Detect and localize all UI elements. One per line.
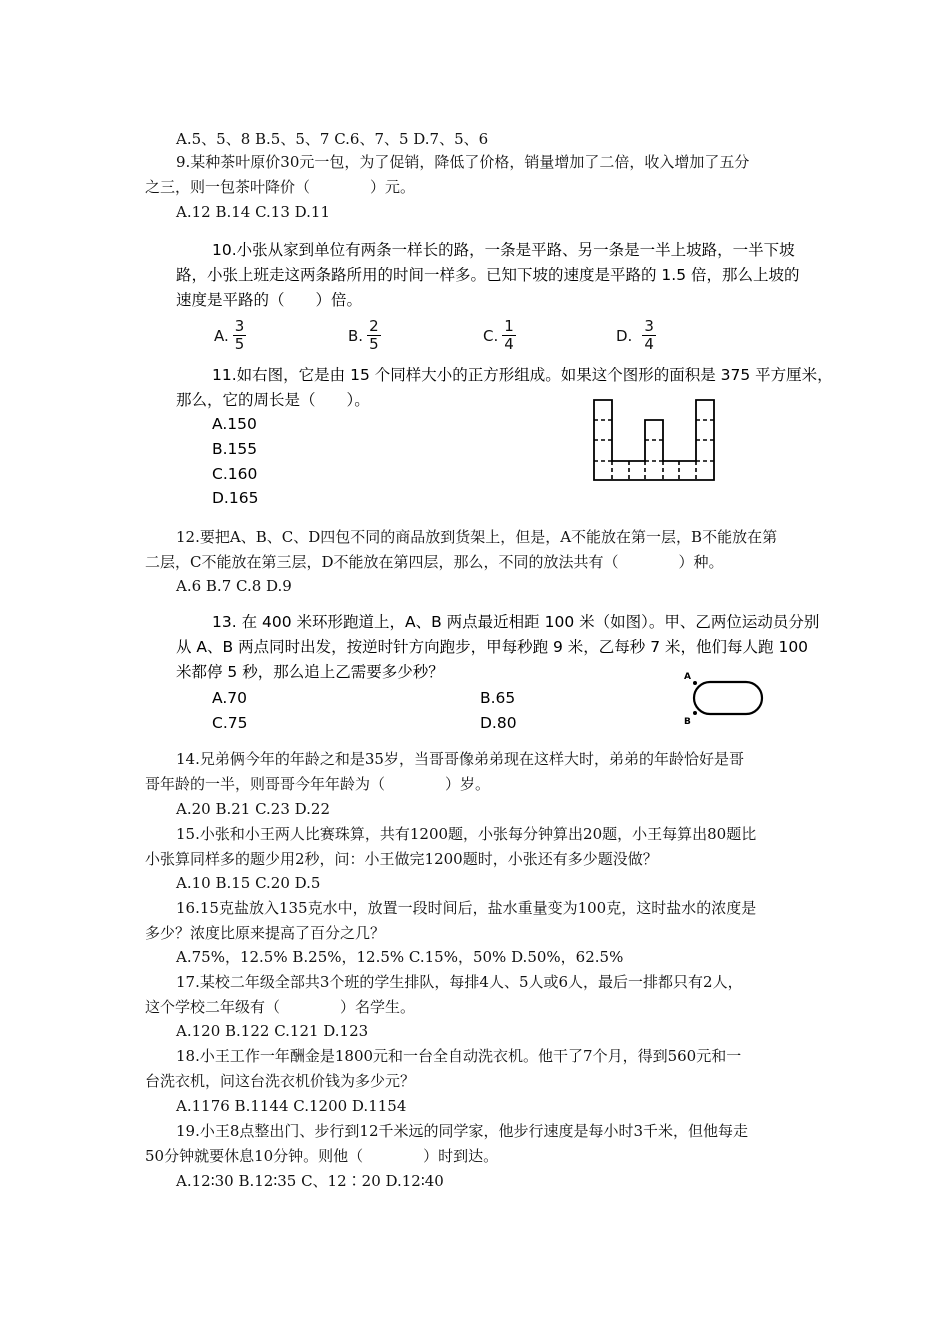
fraction-denominator: 5 [234, 335, 245, 353]
point-a-label: A [684, 672, 691, 682]
fraction-numerator: 3 [234, 317, 245, 335]
point-b-marker [693, 711, 697, 715]
q11-text-1: 11.如右图，它是由 15 个同样大小的正方形组成。如果这个图形的面积是 375 平方厘米， [212, 366, 833, 384]
q13-text-3: 米都停 5 秒，那么追上乙需要多少秒？ [176, 663, 444, 681]
q19-text-1: 19.小王8点整出门、步行到12千米远的同学家，他步行速度是每小时3千米，但他每走 [176, 1122, 749, 1140]
q12-text-2: 二层，C不能放在第三层，D不能放在第四层，那么，不同的放法共有（ ）种。 [145, 553, 724, 571]
q15-text-2: 小张算同样多的题少用2秒，问：小王做完1200题时，小张还有多少题没做？ [145, 850, 658, 868]
q10-text-1: 10.小张从家到单位有两条一样长的路，一条是平路、另一条是一半上坡路，一半下坡 [212, 241, 795, 259]
option-letter: C. [483, 326, 499, 345]
fraction-numerator: 1 [504, 317, 514, 335]
q12-text-1: 12.要把A、B、C、D四包不同的商品放到货架上，但是，A不能放在第一层，B不能放在第 [176, 528, 778, 546]
q13-option-a: A.70 [212, 689, 247, 707]
q10-option-c [483, 318, 516, 353]
q11-option-c: C.160 [212, 465, 258, 483]
q10-option-b [348, 318, 381, 353]
q19-text-2: 50分钟就要休息10分钟。则他（ ）时到达。 [145, 1147, 499, 1165]
fraction-denominator: 4 [504, 335, 514, 353]
q13-track-figure [682, 668, 768, 728]
q10-text-3: 速度是平路的（ ）倍。 [176, 291, 363, 309]
q14-text-2: 哥年龄的一半，则哥哥今年年龄为（ ）岁。 [145, 775, 491, 793]
q9-options: A.12 B.14 C.13 D.11 [176, 203, 331, 221]
q12-options: A.6 B.7 C.8 D.9 [176, 577, 292, 595]
q11-square-figure [591, 397, 721, 482]
q17-options: A.120 B.122 C.121 D.123 [176, 1022, 369, 1040]
point-a-marker [693, 681, 697, 685]
option-letter: B. [348, 326, 364, 345]
q15-text-1: 15.小张和小王两人比赛珠算，共有1200题，小张每分钟算出20题，小王每算出80题比 [176, 825, 757, 843]
q15-options: A.10 B.15 C.20 D.5 [176, 874, 321, 892]
fraction-numerator: 3 [644, 317, 654, 335]
q11-option-b: B.155 [212, 440, 258, 458]
q16-options: A.75%，12.5% B.25%，12.5% C.15%，50% D.50%，62.5% [176, 948, 624, 966]
q11-option-d: D.165 [212, 489, 259, 507]
q13-text-2: 从 A、B 两点同时出发，按逆时针方向跑步，甲每秒跑 9 米，乙每秒 7 米，他们每人跑 100 [176, 638, 809, 656]
q18-options: A.1176 B.1144 C.1200 D.1154 [176, 1097, 407, 1115]
fraction-denominator: 4 [644, 335, 654, 353]
q10-text-2: 路，小张上班走这两条路所用的时间一样多。已知下坡的速度是平路的 1.5 倍，那么上坡的 [176, 266, 800, 284]
q14-options: A.20 B.21 C.23 D.22 [176, 800, 331, 818]
q17-text-1: 17.某校二年级全部共3个班的学生排队，每排4人、5人或6人，最后一排都只有2人， [176, 973, 743, 991]
point-b-label: B [684, 717, 691, 727]
q9-text-2: 之三，则一包茶叶降价（ ）元。 [145, 178, 416, 196]
q8-options: A.5、5、8 B.5、5、7 C.6、7、5 D.7、5、6 [176, 130, 489, 148]
q13-option-b: B.65 [480, 689, 516, 707]
option-letter: D. [616, 326, 633, 345]
fraction-numerator: 2 [369, 317, 379, 335]
q10-option-a [214, 318, 246, 353]
fraction-denominator: 5 [369, 335, 379, 353]
q9-text-1: 9.某种茶叶原价30元一包，为了促销，降低了价格，销量增加了二倍，收入增加了五分 [176, 153, 750, 171]
option-letter: A. [214, 326, 229, 345]
q11-text-2: 那么，它的周长是（ ）。 [176, 391, 370, 409]
q16-text-2: 多少？浓度比原来提高了百分之几？ [145, 924, 386, 942]
q11-option-a: A.150 [212, 415, 257, 433]
q13-text-1: 13. 在 400 米环形跑道上，A、B 两点最近相距 100 米（如图）。甲、乙两位运动员分别 [212, 613, 820, 631]
q17-text-2: 这个学校二年级有（ ）名学生。 [145, 998, 416, 1016]
q16-text-1: 16.15克盐放入135克水中，放置一段时间后，盐水重量变为100克，这时盐水的浓度是 [176, 899, 757, 917]
q18-text-2: 台洗衣机，问这台洗衣机价钱为多少元？ [145, 1072, 416, 1090]
q18-text-1: 18.小王工作一年酬金是1800元和一台全自动洗衣机。他干了7个月，得到560元和一 [176, 1047, 742, 1065]
q13-option-c: C.75 [212, 714, 248, 732]
q10-option-d [616, 318, 656, 353]
q14-text-1: 14.兄弟俩今年的年龄之和是35岁，当哥哥像弟弟现在这样大时，弟弟的年龄恰好是哥 [176, 750, 744, 768]
q13-option-d: D.80 [480, 714, 517, 732]
q19-options: A.12∶30 B.12∶35 C、12∶20 D.12∶40 [176, 1172, 444, 1190]
